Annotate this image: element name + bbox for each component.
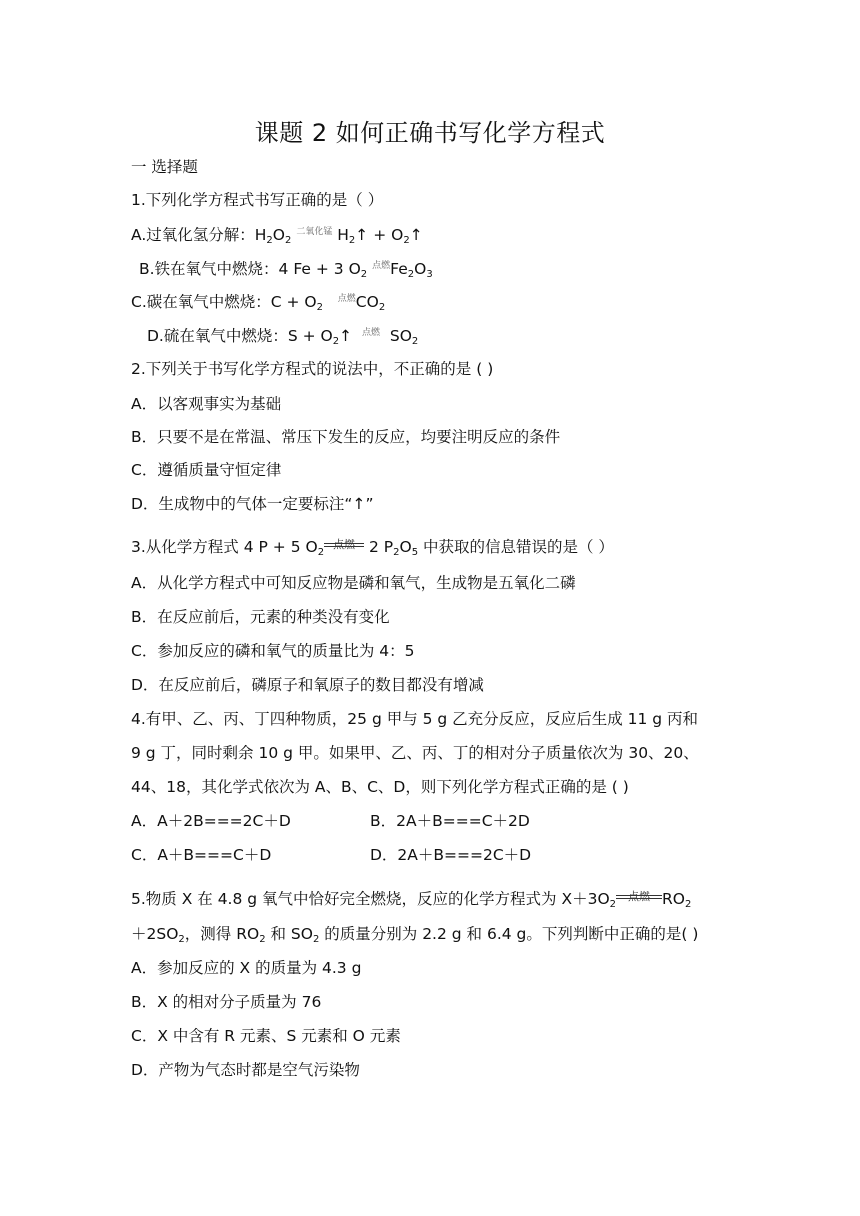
q5-option-b: B．X 的相对分子质量为 76 [131,993,322,1011]
q5-option-c: C．X 中含有 R 元素、S 元素和 O 元素 [131,1027,401,1045]
q2-option-d: D．生成物中的气体一定要标注“↑” [131,495,374,513]
q1-option-d: D.硫在氧气中燃烧：$S + O_2↑$ 点燃 $SO_2$ [147,327,419,347]
q3-condition: 点燃 [324,544,364,553]
q3-option-b: B．在反应前后，元素的种类没有变化 [131,608,390,626]
q5-option-d: D．产物为气态时都是空气污染物 [131,1061,360,1079]
q3-stem: 3.从化学方程式 4 P + 5 $O_2$ 点燃 2 $P_2O_5$ 中获取的信息错误的是（ ） [131,538,614,558]
q3-option-c: C．参加反应的磷和氧气的质量比为 4：5 [131,642,415,660]
q1-option-c: C.碳在氧气中燃烧：$C + O_2$ 点燃 $CO_2$ [131,293,386,313]
q1-c-condition: 点燃 [337,294,356,304]
q4-option-d: D．2A＋B===2C＋D [370,846,532,864]
q5-stem-line-1: 5.物质 X 在 4.8 g 氧气中恰好完全燃烧，反应的化学方程式为 $X+3O_2$ 点燃 $RO_2$ [131,890,692,910]
q1-b-condition: 点燃 [372,261,391,271]
q5-option-a: A．参加反应的 X 的质量为 4.3 g [131,959,362,977]
q4-option-a: A．A＋2B===2C＋D [131,812,291,830]
q1-option-a: A.过氧化氢分解：$H_2O_2$ 二氧化锰 $H_2↑$ + $O_2↑$ [131,226,423,246]
q2-option-c: C．遵循质量守恒定律 [131,461,282,479]
q2-option-b: B．只要不是在常温、常压下发生的反应，均要注明反应的条件 [131,428,561,446]
q2-stem: 2.下列关于书写化学方程式的说法中，不正确的是 ( ) [131,360,494,378]
q2-option-a: A．以客观事实为基础 [131,395,282,413]
q4-option-b: B．2A＋B===C＋2D [370,812,530,830]
q5-condition: 点燃 [616,896,662,905]
q1-d-condition: 点燃 [361,328,380,338]
q3-option-d: D．在反应前后，磷原子和氧原子的数目都没有增减 [131,676,484,694]
q5-stem-line-2: $+2SO_2$，测得 $RO_2$ 和 $SO_2$ 的质量分别为 2.2 g 和 6.4 g。下列判断中正确的是( ) [131,925,699,945]
q1-option-b: B.铁在氧气中燃烧：4 Fe + 3 $O_2$ 点燃 $Fe_2O_3$ [139,260,433,280]
q4-stem-line-1: 4.有甲、乙、丙、丁四种物质，25 g 甲与 5 g 乙充分反应，反应后生成 11 g 丙和 [131,710,699,728]
q4-stem-line-2: 9 g 丁，同时剩余 10 g 甲。如果甲、乙、丙、丁的相对分子质量依次为 30、20、 [131,744,699,762]
section-heading: 一 选择题 [131,158,198,176]
q1-stem: 1.下列化学方程式书写正确的是（ ） [131,191,384,209]
q1-a-condition: 二氧化锰 [296,227,333,237]
q3-option-a: A．从化学方程式中可知反应物是磷和氧气，生成物是五氧化二磷 [131,574,576,592]
q4-stem-line-3: 44、18，其化学式依次为 A、B、C、D，则下列化学方程式正确的是 ( ) [131,778,629,796]
q4-option-c: C．A＋B===C＋D [131,846,272,864]
page-title: 课题 2 如何正确书写化学方程式 [254,119,606,147]
